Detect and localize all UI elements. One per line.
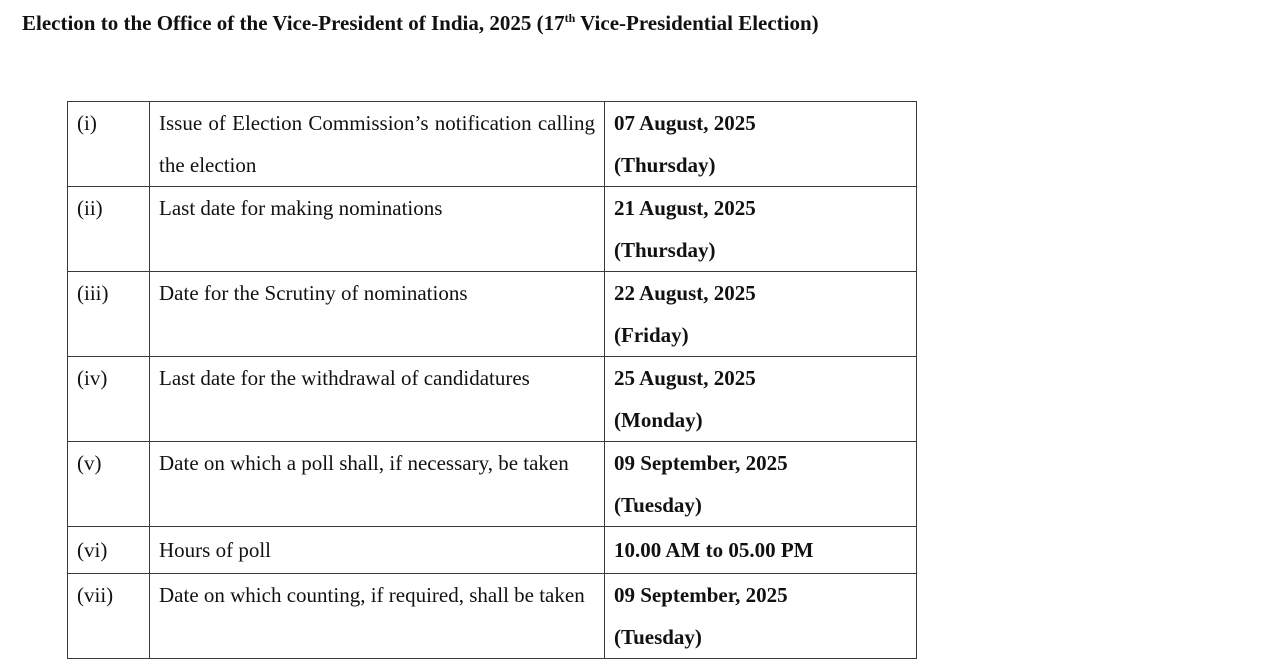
row-number: (vii) <box>68 574 150 659</box>
row-description: Date on which counting, if required, shall be taken <box>150 574 605 659</box>
table-row <box>68 272 917 357</box>
row-date: 09 September, 2025 <box>614 583 788 607</box>
row-date: 10.00 AM to 05.00 PM <box>614 538 814 562</box>
table-row <box>68 187 917 272</box>
table-row <box>68 357 917 442</box>
row-date-cell <box>605 187 917 272</box>
row-date-cell <box>605 357 917 442</box>
title-superscript: th <box>564 11 576 25</box>
row-day: (Thursday) <box>614 238 716 262</box>
row-day: (Tuesday) <box>614 493 702 517</box>
row-date: 22 August, 2025 <box>614 281 756 305</box>
row-number: (iv) <box>68 357 150 442</box>
document-title <box>22 11 819 36</box>
table-row <box>68 527 917 574</box>
row-description: Date for the Scrutiny of nominations <box>150 272 605 357</box>
row-description: Last date for the withdrawal of candidatures <box>150 357 605 442</box>
table-row <box>68 442 917 527</box>
row-date: 21 August, 2025 <box>614 196 756 220</box>
row-date-cell <box>605 574 917 659</box>
row-day: (Friday) <box>614 323 689 347</box>
row-day: (Monday) <box>614 408 703 432</box>
row-description: Date on which a poll shall, if necessary, be taken <box>150 442 605 527</box>
row-number: (vi) <box>68 527 150 574</box>
row-date-cell <box>605 442 917 527</box>
row-date: 09 September, 2025 <box>614 451 788 475</box>
row-number: (i) <box>68 102 150 187</box>
row-number: (ii) <box>68 187 150 272</box>
row-date-cell <box>605 272 917 357</box>
row-number: (iii) <box>68 272 150 357</box>
row-date: 07 August, 2025 <box>614 111 756 135</box>
row-number: (v) <box>68 442 150 527</box>
row-description: Hours of poll <box>150 527 605 574</box>
election-schedule-table <box>67 101 917 659</box>
row-description: Last date for making nominations <box>150 187 605 272</box>
title-end-text: Vice-Presidential Election) <box>575 11 819 35</box>
row-date-cell <box>605 102 917 187</box>
row-date: 25 August, 2025 <box>614 366 756 390</box>
title-main-text: Election to the Office of the Vice-President of India, 2025 (17 <box>22 11 565 35</box>
row-date-cell <box>605 527 917 574</box>
table-row <box>68 102 917 187</box>
row-description: Issue of Election Commission’s notification calling the election <box>150 102 605 187</box>
row-day: (Tuesday) <box>614 625 702 649</box>
row-day: (Thursday) <box>614 153 716 177</box>
table-row <box>68 574 917 659</box>
